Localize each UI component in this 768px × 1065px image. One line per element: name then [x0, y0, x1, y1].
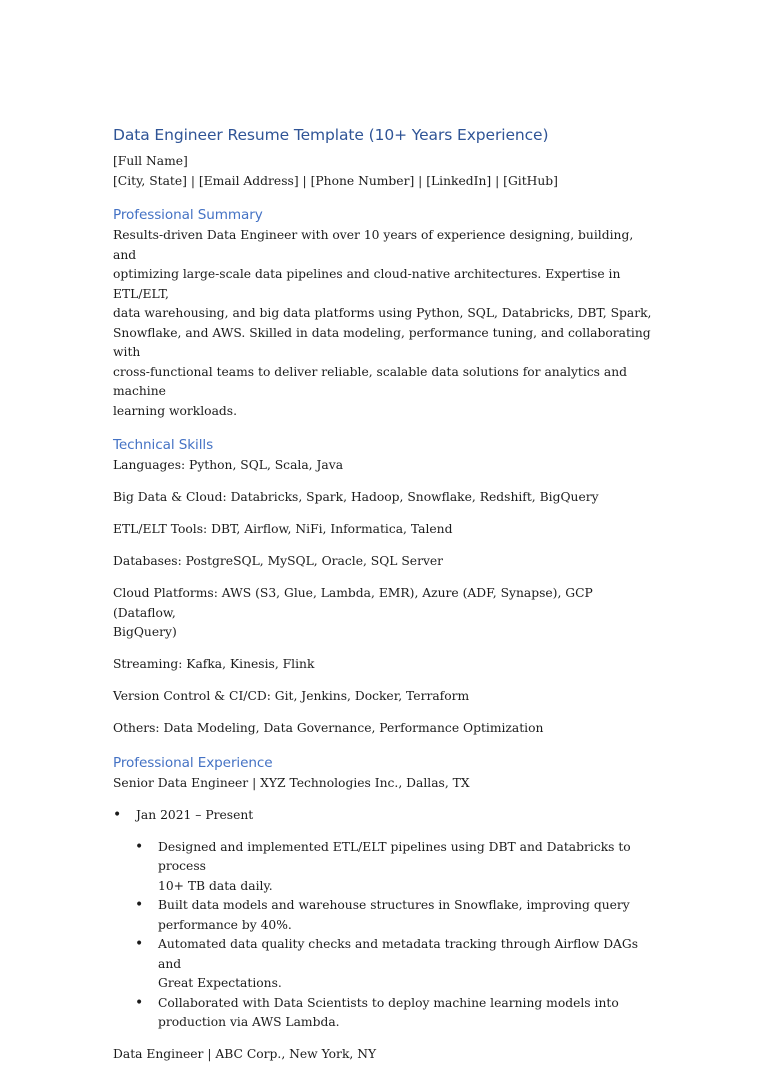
- skill-line: Languages: Python, SQL, Scala, Java: [113, 458, 344, 472]
- skill-item: [113, 584, 658, 643]
- summary-line: learning workloads.: [113, 403, 237, 418]
- bullet-icon: •: [135, 838, 144, 855]
- bullet-line: Collaborated with Data Scientists to deploy machine learning models into: [158, 995, 619, 1010]
- skill-item: [113, 719, 658, 739]
- bullet-icon: •: [113, 806, 122, 823]
- skill-line: ETL/ELT Tools: DBT, Airflow, NiFi, Informatica, Talend: [113, 522, 453, 536]
- skill-item: [113, 488, 658, 508]
- skills-list: [113, 456, 658, 739]
- resume-document: [113, 124, 658, 1065]
- summary-line: cross-functional teams to deliver reliable, scalable data solutions for analytics and machine: [113, 364, 628, 398]
- skill-line: Version Control & CI/CD: Git, Jenkins, Docker, Terraform: [113, 689, 470, 703]
- summary-heading: Professional Summary: [113, 207, 263, 223]
- experience-heading: Professional Experience: [113, 754, 273, 771]
- job-role: Senior Data Engineer | XYZ Technologies Inc., Dallas, TX: [113, 775, 470, 790]
- bullet-line: Designed and implemented ETL/ELT pipelines using DBT and Databricks to process: [158, 839, 631, 873]
- bullet-icon: •: [135, 936, 144, 952]
- skill-line: Big Data & Cloud: Databricks, Spark, Hadoop, Snowflake, Redshift, BigQuery: [113, 490, 599, 504]
- list-item: [113, 994, 658, 1033]
- skill-line: Databases: PostgreSQL, MySQL, Oracle, SQL Server: [113, 554, 444, 568]
- bullet-line: performance by 40%.: [158, 917, 292, 932]
- bullet-line: production via AWS Lambda.: [158, 1015, 340, 1029]
- skill-line: Others: Data Modeling, Data Governance, Performance Optimization: [113, 721, 544, 735]
- bullet-line: Automated data quality checks and metadata tracking through Airflow DAGs and: [158, 937, 639, 971]
- bullet-line: 10+ TB data daily.: [158, 878, 273, 893]
- bullet-icon: •: [135, 897, 144, 913]
- bullet-line: Great Expectations.: [158, 976, 282, 990]
- job-role: Data Engineer | ABC Corp., New York, NY: [113, 1047, 377, 1061]
- skill-item: [113, 520, 658, 540]
- job-bullets: [113, 838, 658, 1033]
- skill-line: Streaming: Kafka, Kinesis, Flink: [113, 657, 315, 671]
- document-title: Data Engineer Resume Template (10+ Years Experience): [113, 126, 549, 144]
- summary-paragraph: [113, 226, 658, 421]
- skill-item: [113, 552, 658, 572]
- list-item: [113, 838, 658, 897]
- skill-line: BigQuery): [113, 625, 177, 639]
- summary-line: Results-driven Data Engineer with over 10 years of experience designing, building, and: [113, 228, 634, 262]
- skill-item: [113, 687, 658, 707]
- contact-line: [City, State] | [Email Address] | [Phone Number] | [LinkedIn] | [GitHub]: [113, 173, 558, 188]
- list-item: [113, 806, 658, 826]
- list-item: [113, 896, 658, 935]
- skill-item: [113, 655, 658, 675]
- skills-heading: Technical Skills: [113, 437, 214, 453]
- summary-line: Snowflake, and AWS. Skilled in data modeling, performance tuning, and collaborating with: [113, 325, 651, 359]
- list-item: [113, 935, 658, 994]
- full-name: [Full Name]: [113, 154, 188, 168]
- skill-line: Cloud Platforms: AWS (S3, Glue, Lambda, EMR), Azure (ADF, Synapse), GCP (Dataflow,: [113, 586, 593, 620]
- bullet-line: Built data models and warehouse structures in Snowflake, improving query: [158, 898, 630, 912]
- bullet-icon: •: [135, 994, 144, 1011]
- job-dates: Jan 2021 – Present: [136, 807, 254, 822]
- summary-line: optimizing large-scale data pipelines and cloud-native architectures. Expertise in ETL/ELT,: [113, 267, 621, 301]
- skill-item: [113, 456, 658, 476]
- summary-line: data warehousing, and big data platforms using Python, SQL, Databricks, DBT, Spark,: [113, 306, 652, 320]
